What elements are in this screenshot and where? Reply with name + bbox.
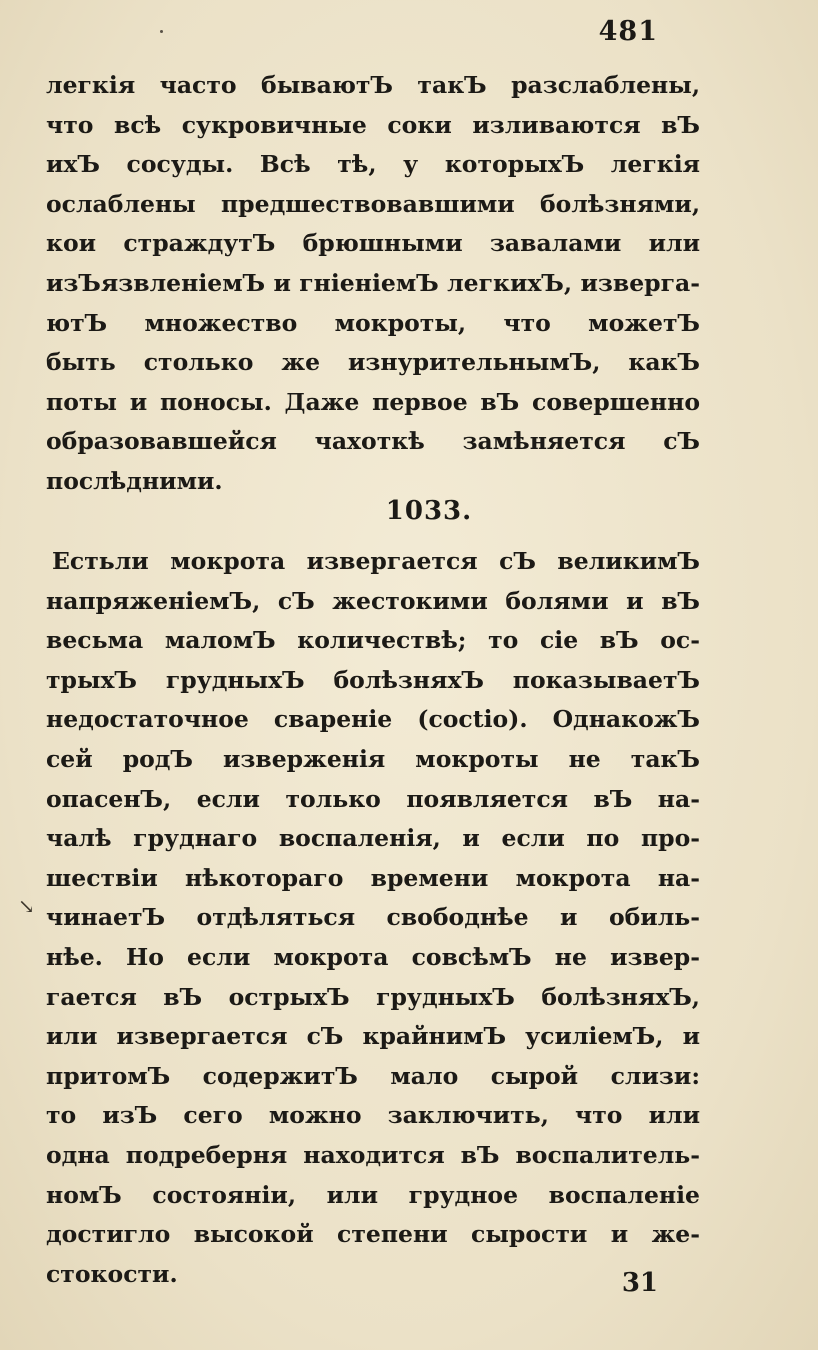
text-line: гается вЪ острыхЪ грудныхЪ болѣзняхЪ,	[46, 982, 700, 1011]
margin-mark-icon: ↘	[18, 894, 35, 918]
section-number: 1033.	[385, 496, 473, 526]
text-line: опасенЪ, если только появляется вЪ на-	[46, 784, 700, 813]
text-line: изЪязвленіемЪ и гніеніемЪ легкихЪ, изверга-	[46, 268, 700, 297]
text-line: поты и поносы. Даже первое вЪ совершенно	[46, 387, 700, 416]
text-line: одна подреберня находится вЪ воспалитель-	[46, 1140, 700, 1169]
text-line: то изЪ сего можно заключить, что или	[46, 1101, 700, 1130]
text-line: ютЪ множество мокроты, что можетЪ	[46, 308, 700, 337]
text-line: кои страждутЪ брюшными завалами или	[46, 229, 700, 258]
text-line: что всѣ сукровичные соки изливаются вЪ	[46, 110, 700, 139]
text-line: послѣдними.	[46, 466, 223, 495]
text-line: образовавшейся чахоткѣ замѣняется сЪ	[46, 427, 700, 456]
text-line: достигло высокой степени сырости и же-	[46, 1220, 700, 1249]
page-number: 481	[598, 16, 658, 47]
text-line: ослаблены предшествовавшими болѣзнями,	[46, 189, 700, 218]
ink-speck	[160, 30, 163, 33]
text-line: шествіи нѣкотораго времени мокрота на-	[46, 863, 700, 892]
text-line: ихЪ сосуды. Всѣ тѣ, у которыхЪ легкія	[46, 150, 700, 179]
text-line: Естьли мокрота извергается сЪ великимЪ	[52, 547, 700, 575]
printer-signature: 31	[621, 1268, 658, 1298]
text-line: напряженіемЪ, сЪ жестокими болями и вЪ	[46, 586, 700, 615]
text-line: быть столько же изнурительнымЪ, какЪ	[46, 348, 700, 377]
text-line: легкія часто бываютЪ такЪ разслаблены,	[46, 71, 700, 99]
paragraph-2	[46, 542, 700, 1294]
paragraph-1	[46, 66, 700, 502]
text-line: стокости.	[46, 1259, 178, 1288]
text-line: весьма маломЪ количествѣ; то сіе вЪ ос-	[46, 626, 700, 655]
text-line: нѣе. Но если мокрота совсѣмЪ не извер-	[46, 942, 700, 971]
text-line: недостаточное свареніе (coctio). ОднакожЪ	[46, 705, 700, 734]
text-line: номЪ состояніи, или грудное воспаленіе	[46, 1180, 700, 1209]
text-line: чинаетЪ отдѣляться свободнѣе и обиль-	[46, 903, 700, 932]
text-line: сей родЪ изверженія мокроты не такЪ	[46, 744, 700, 773]
text-line: трыхЪ грудныхЪ болѣзняхЪ показываетЪ	[46, 665, 700, 694]
text-line: чалѣ груднаго воспаленія, и если по про-	[46, 824, 700, 853]
text-line: притомЪ содержитЪ мало сырой слизи:	[46, 1061, 700, 1090]
text-line: или извергается сЪ крайнимЪ усиліемЪ, и	[46, 1022, 700, 1051]
